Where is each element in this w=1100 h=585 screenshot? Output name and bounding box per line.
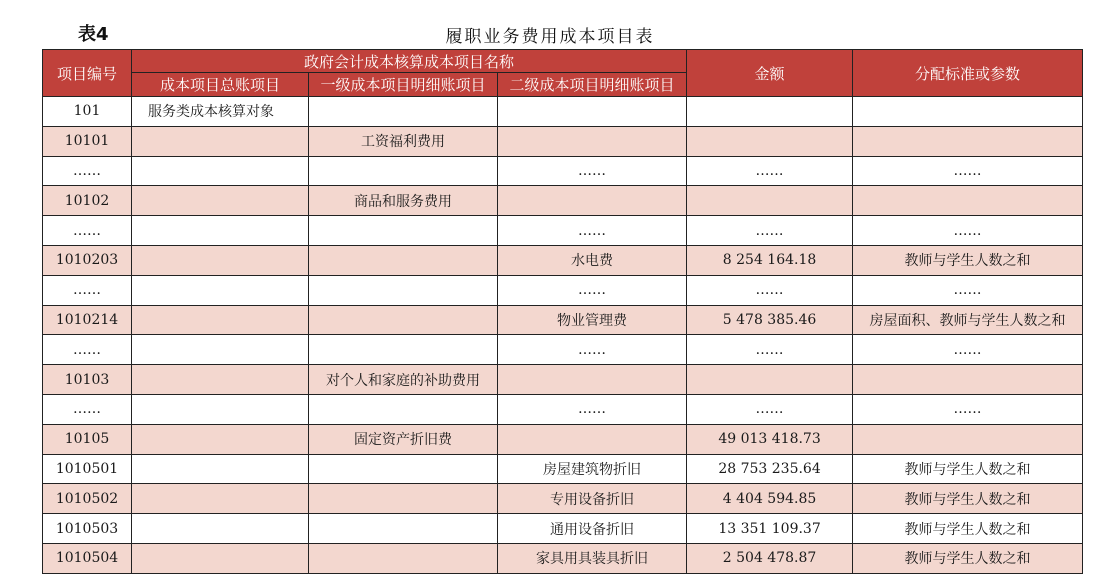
- header-code: 项目编号: [43, 50, 132, 97]
- cell-general: [132, 305, 309, 335]
- cell-general: [132, 484, 309, 514]
- cell-code: ……: [43, 394, 132, 424]
- cell-amount: ……: [687, 394, 853, 424]
- cell-general: [132, 335, 309, 365]
- cell-general: [132, 216, 309, 246]
- cell-level1: [309, 97, 498, 127]
- cell-level2: ……: [498, 216, 687, 246]
- table-row: [43, 216, 1083, 246]
- cell-level2: 专用设备折旧: [498, 484, 687, 514]
- cell-level1: [309, 156, 498, 186]
- cell-level2: [498, 424, 687, 454]
- cell-amount: [687, 97, 853, 127]
- cell-level1: 商品和服务费用: [309, 186, 498, 216]
- title-row: [0, 0, 1100, 48]
- cell-amount: ……: [687, 216, 853, 246]
- cell-general: [132, 365, 309, 395]
- cell-standard: [853, 365, 1083, 395]
- cell-amount: [687, 365, 853, 395]
- cell-level2: ……: [498, 394, 687, 424]
- cell-standard: [853, 186, 1083, 216]
- cell-level1: [309, 275, 498, 305]
- cell-standard: ……: [853, 156, 1083, 186]
- table-title: 履职业务费用成本项目表: [445, 27, 655, 47]
- cell-general: [132, 275, 309, 305]
- cell-level2: ……: [498, 275, 687, 305]
- cell-level1: [309, 305, 498, 335]
- table-row: [43, 275, 1083, 305]
- cell-general: [132, 514, 309, 544]
- header-standard: 分配标准或参数: [853, 50, 1083, 97]
- table-row: [43, 97, 1083, 127]
- cell-standard: ……: [853, 275, 1083, 305]
- cell-level1: 固定资产折旧费: [309, 424, 498, 454]
- cell-amount: ……: [687, 335, 853, 365]
- cell-standard: 教师与学生人数之和: [853, 484, 1083, 514]
- cell-level1: [309, 394, 498, 424]
- cell-amount: 28 753 235.64: [687, 454, 853, 484]
- cell-amount: 4 404 594.85: [687, 484, 853, 514]
- cell-level1: 对个人和家庭的补助费用: [309, 365, 498, 395]
- cell-standard: 教师与学生人数之和: [853, 543, 1083, 573]
- cell-code: 1010502: [43, 484, 132, 514]
- cell-general: [132, 126, 309, 156]
- cell-level2: [498, 97, 687, 127]
- table-row: [43, 245, 1083, 275]
- cell-level2: 通用设备折旧: [498, 514, 687, 544]
- cell-general: 服务类成本核算对象: [132, 97, 309, 127]
- cell-standard: [853, 126, 1083, 156]
- cost-items-table: [42, 49, 1083, 574]
- cell-standard: 房屋面积、教师与学生人数之和: [853, 305, 1083, 335]
- cell-code: ……: [43, 156, 132, 186]
- cell-standard: 教师与学生人数之和: [853, 245, 1083, 275]
- table-row: [43, 126, 1083, 156]
- cell-amount: ……: [687, 156, 853, 186]
- cell-general: [132, 543, 309, 573]
- cell-level2: [498, 365, 687, 395]
- cell-general: [132, 424, 309, 454]
- cell-level2: 物业管理费: [498, 305, 687, 335]
- table-row: [43, 543, 1083, 573]
- cell-amount: 2 504 478.87: [687, 543, 853, 573]
- cell-amount: [687, 186, 853, 216]
- cell-level1: [309, 335, 498, 365]
- cell-amount: 8 254 164.18: [687, 245, 853, 275]
- cell-standard: [853, 424, 1083, 454]
- cell-level1: [309, 245, 498, 275]
- cell-general: [132, 156, 309, 186]
- cell-code: 1010503: [43, 514, 132, 544]
- cell-code: 10102: [43, 186, 132, 216]
- cell-amount: 13 351 109.37: [687, 514, 853, 544]
- cell-code: ……: [43, 216, 132, 246]
- table-row: [43, 365, 1083, 395]
- cell-standard: ……: [853, 216, 1083, 246]
- cell-amount: 5 478 385.46: [687, 305, 853, 335]
- table-row: [43, 186, 1083, 216]
- cell-code: 10103: [43, 365, 132, 395]
- cell-level1: [309, 454, 498, 484]
- cell-level2: 家具用具装具折旧: [498, 543, 687, 573]
- cell-amount: [687, 126, 853, 156]
- cell-general: [132, 454, 309, 484]
- cell-level2: 房屋建筑物折旧: [498, 454, 687, 484]
- cell-code: 101: [43, 97, 132, 127]
- cell-code: 1010504: [43, 543, 132, 573]
- cell-level2: [498, 126, 687, 156]
- table-row: [43, 484, 1083, 514]
- cell-general: [132, 186, 309, 216]
- cell-level1: [309, 514, 498, 544]
- cell-level1: [309, 543, 498, 573]
- header-level1: 一级成本项目明细账项目: [309, 73, 498, 97]
- header-amount: 金额: [687, 50, 853, 97]
- cell-code: 1010203: [43, 245, 132, 275]
- cell-standard: ……: [853, 394, 1083, 424]
- cell-amount: 49 013 418.73: [687, 424, 853, 454]
- cell-level1: [309, 216, 498, 246]
- cell-level2: 水电费: [498, 245, 687, 275]
- cell-code: ……: [43, 335, 132, 365]
- cell-general: [132, 245, 309, 275]
- table-label: 表4: [78, 24, 109, 45]
- cell-code: 10101: [43, 126, 132, 156]
- cell-code: 1010501: [43, 454, 132, 484]
- cell-level1: [309, 484, 498, 514]
- table-row: [43, 514, 1083, 544]
- cell-amount: ……: [687, 275, 853, 305]
- cell-code: 10105: [43, 424, 132, 454]
- cell-general: [132, 394, 309, 424]
- table-row: [43, 424, 1083, 454]
- table-row: [43, 305, 1083, 335]
- cell-standard: ……: [853, 335, 1083, 365]
- table-row: [43, 454, 1083, 484]
- cell-level2: ……: [498, 156, 687, 186]
- cell-level2: [498, 186, 687, 216]
- table-body: [43, 97, 1083, 574]
- table-row: [43, 156, 1083, 186]
- cell-level2: ……: [498, 335, 687, 365]
- cell-standard: 教师与学生人数之和: [853, 514, 1083, 544]
- cell-standard: 教师与学生人数之和: [853, 454, 1083, 484]
- table-row: [43, 335, 1083, 365]
- cell-code: ……: [43, 275, 132, 305]
- table-row: [43, 394, 1083, 424]
- header-level2: 二级成本项目明细账项目: [498, 73, 687, 97]
- header-group: 政府会计成本核算成本项目名称: [132, 50, 687, 73]
- cell-standard: [853, 97, 1083, 127]
- cell-code: 1010214: [43, 305, 132, 335]
- header-general: 成本项目总账项目: [132, 73, 309, 97]
- cell-level1: 工资福利费用: [309, 126, 498, 156]
